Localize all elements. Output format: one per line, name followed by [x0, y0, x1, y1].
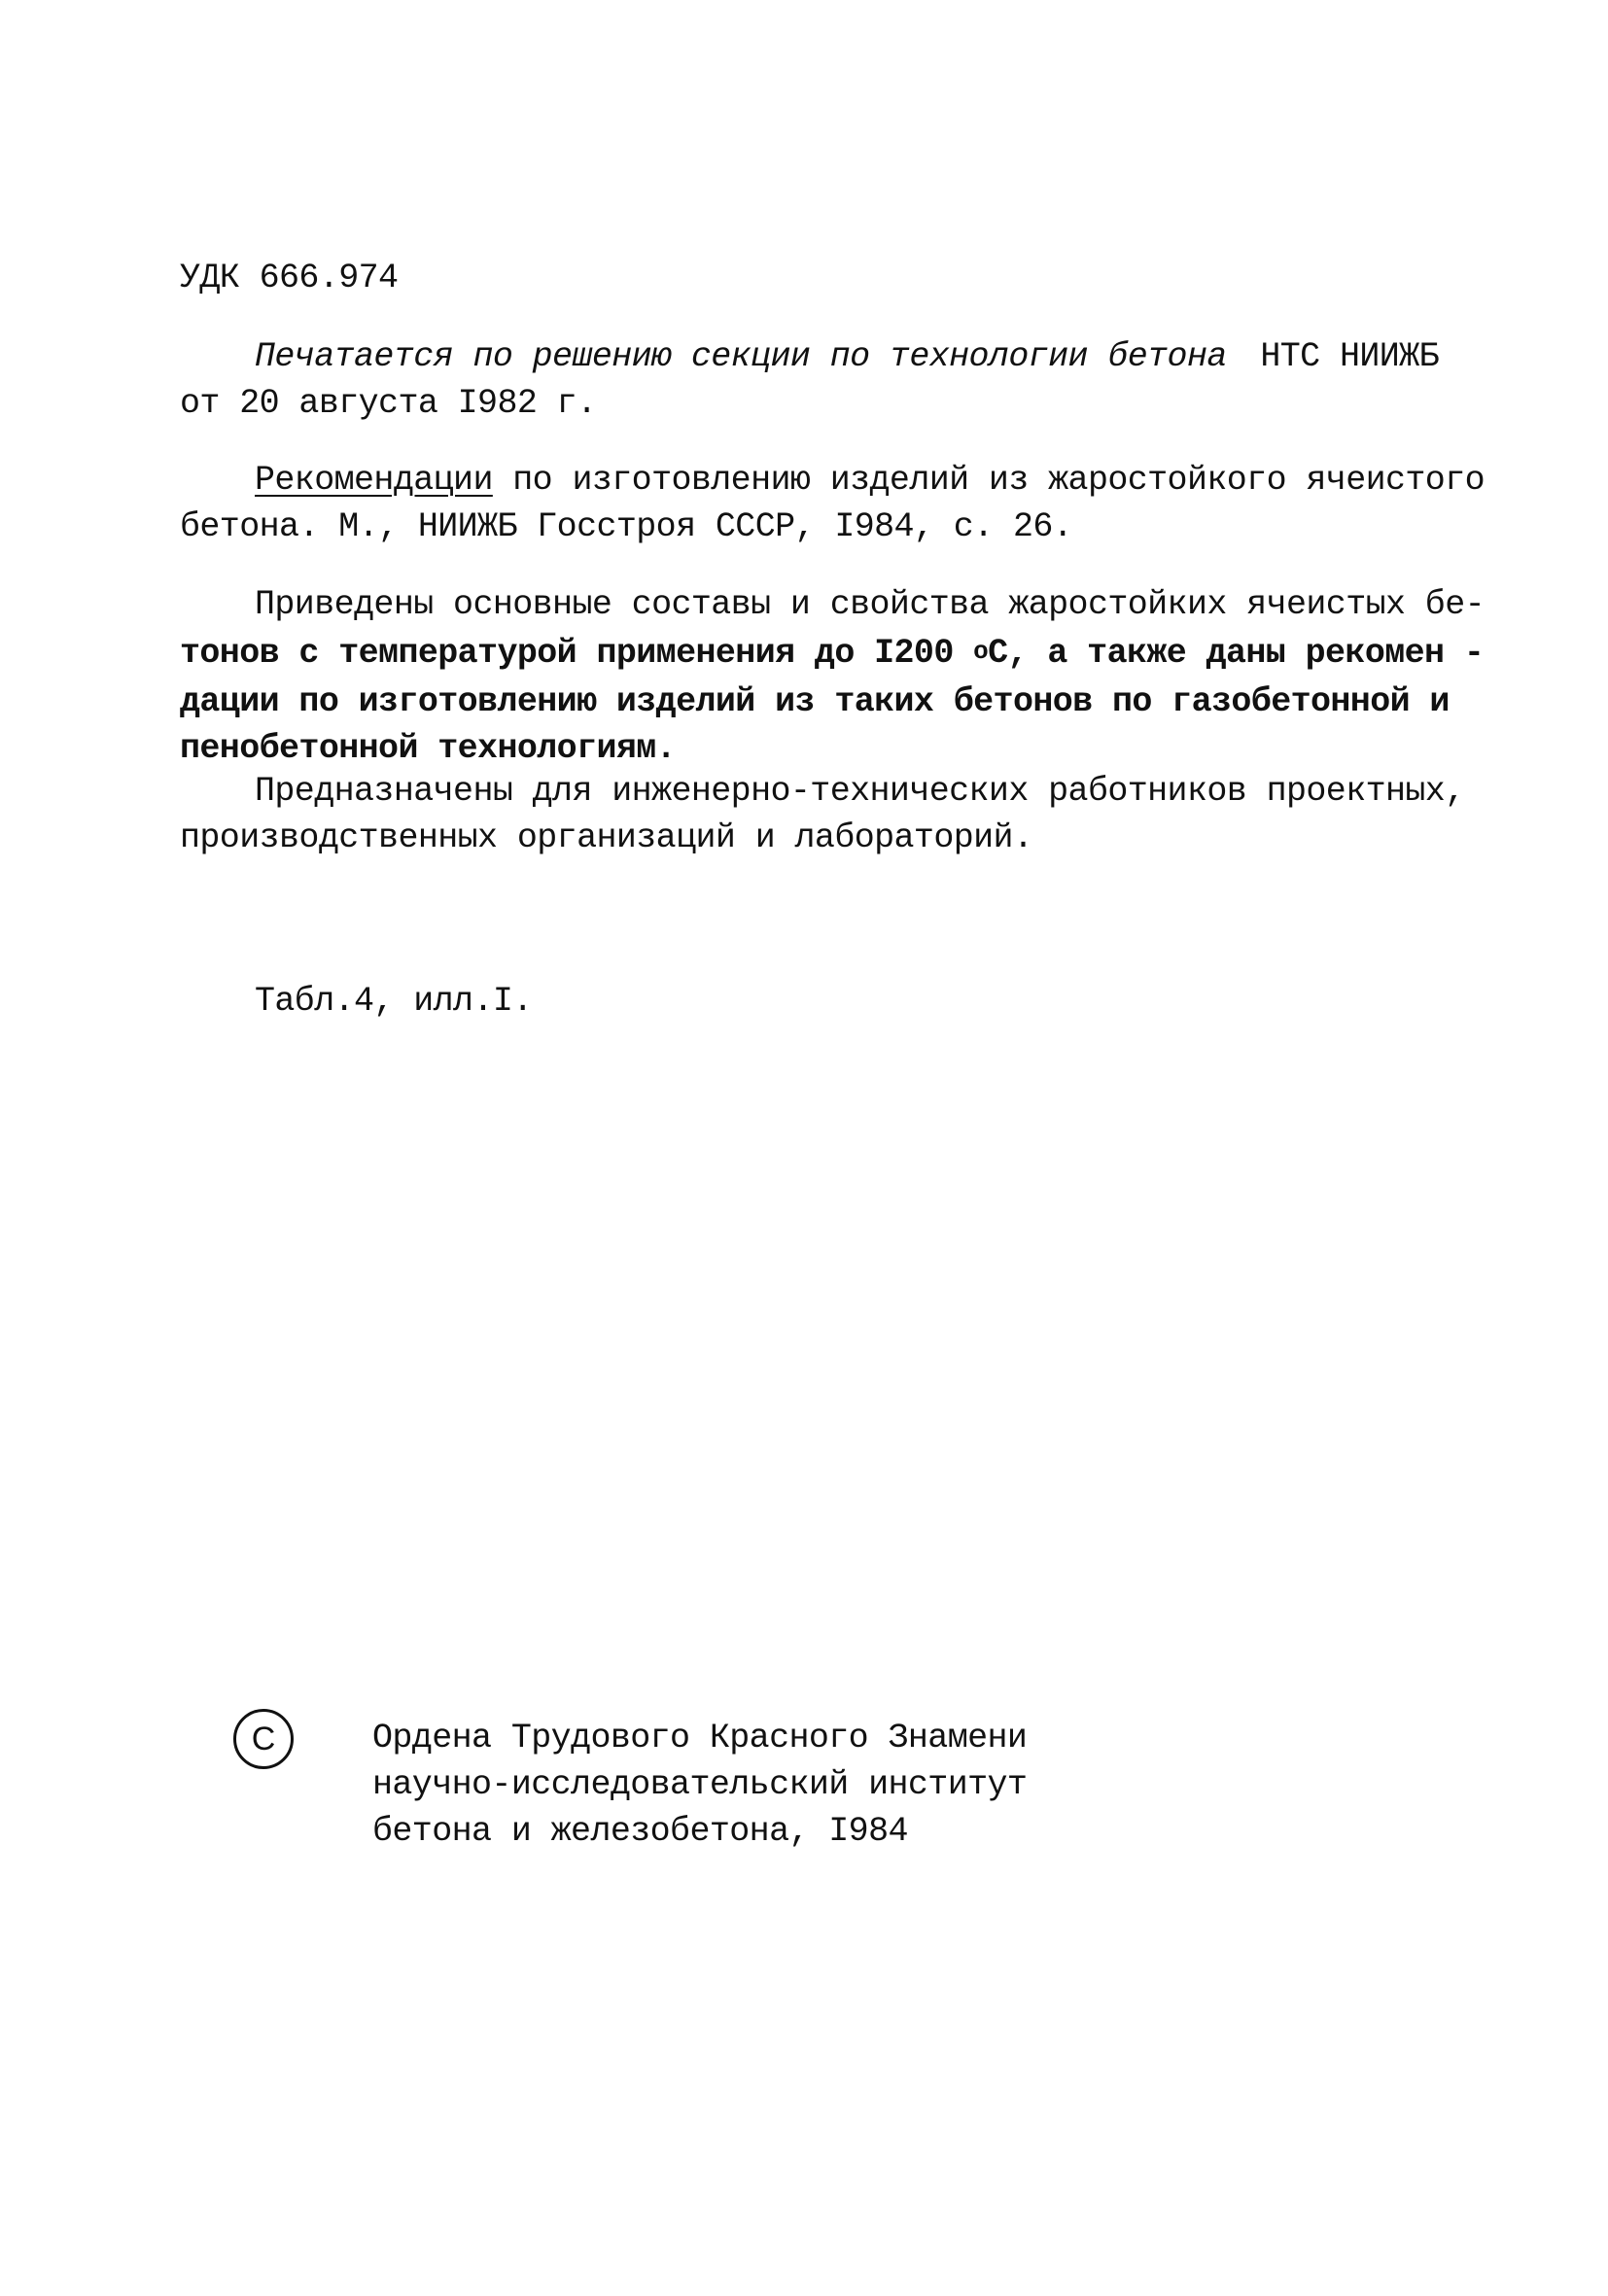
abstract-line-5: Предназначены для инженерно-технических работников проектных,	[255, 772, 1465, 811]
udk-code: УДК 666.974	[180, 259, 399, 297]
abstract-line-4: пенобетонной технологиям.	[180, 729, 677, 768]
abstract-line-1: Приведены основные составы и свойства жаростойких ячеистых бе-	[255, 585, 1486, 624]
copyright-line-3: бетона и железобетона, I984	[372, 1812, 908, 1851]
tables-illustrations-note: Табл.4, илл.I.	[255, 982, 533, 1021]
imprint-organization: НТС НИИЖБ	[1260, 337, 1439, 376]
abstract-line-6: производственных организаций и лабораторий.	[180, 818, 1033, 857]
abstract-line-2-pre: тонов с температурой применения до I200	[180, 634, 974, 673]
abstract-line-2-post: С, а также даны рекомен -	[988, 634, 1485, 673]
abstract-line-2	[180, 632, 1485, 677]
citation-line-2: бетона. М., НИИЖБ Госстроя СССР, I984, с. 26.	[180, 507, 1073, 546]
imprint-line-2: от 20 августа I982 г.	[180, 384, 597, 423]
abstract-line-3: дации по изготовлению изделий из таких бетонов по газобетонной и	[180, 682, 1450, 721]
citation-title-word: Рекомендации	[255, 461, 493, 500]
citation-line-1-rest: по изготовлению изделий из жаростойкого ячеистого	[492, 461, 1486, 500]
copyright-line-1: Ордена Трудового Красного Знамени	[372, 1719, 1028, 1757]
copyright-icon: С	[233, 1709, 294, 1769]
imprint-line-1	[255, 335, 1439, 378]
imprint-text: Печатается по решению секции по технологии бетона	[255, 337, 1227, 376]
degree-mark: о	[973, 637, 989, 666]
copyright-line-2: научно-исследовательский институт	[372, 1765, 1028, 1804]
citation-line-1	[255, 459, 1486, 502]
